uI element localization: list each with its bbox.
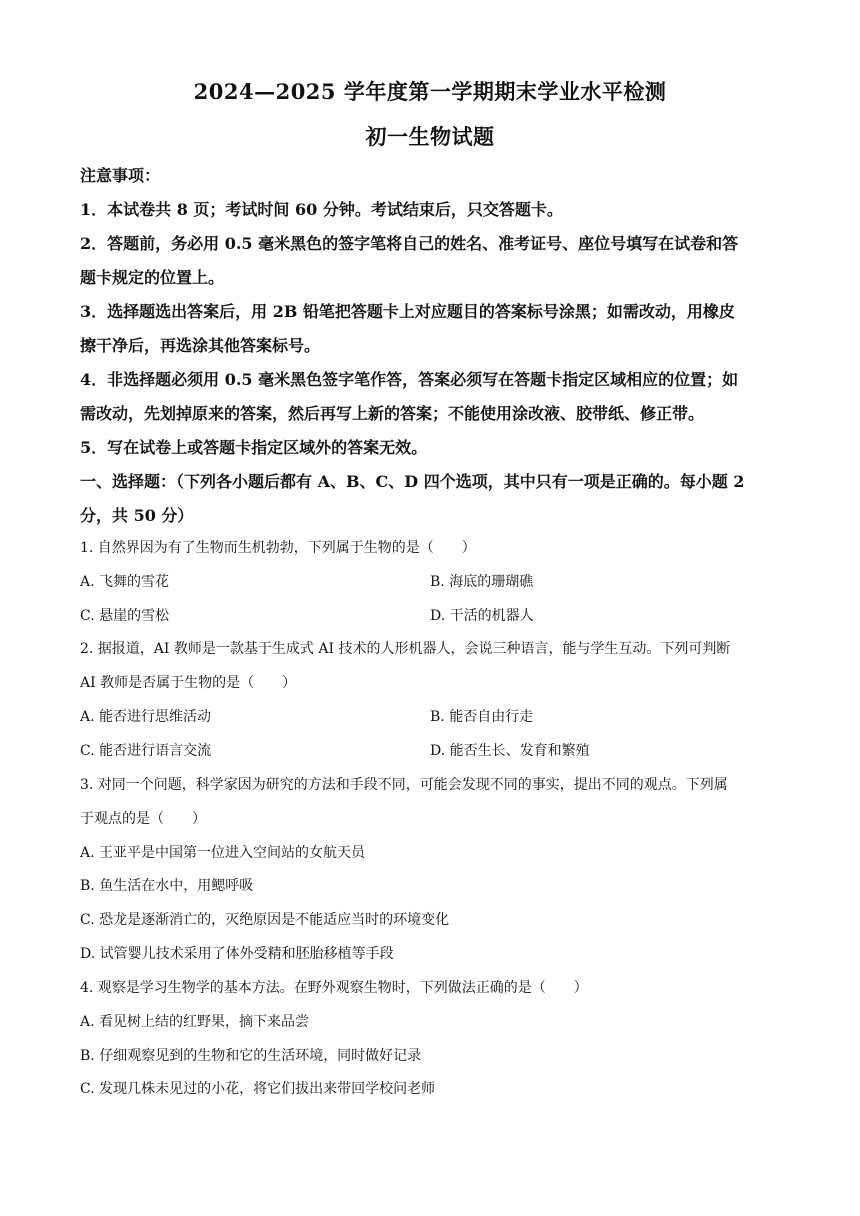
- question-stem: 1. 自然界因为有了生物而生机勃勃，下列属于生物的是（ ）: [80, 540, 476, 556]
- question-stem-cont: 于观点的是（ ）: [80, 811, 206, 827]
- question-stem: 2. 据报道，AI 教师是一款基于生成式 AI 技术的人形机器人，会说三种语言，能与学生互动。下列可判断: [80, 641, 731, 657]
- option-d: D. 试管婴儿技术采用了体外受精和胚胎移植等手段: [80, 946, 394, 962]
- notice-line: 擦干净后，再选涂其他答案标号。: [80, 336, 321, 355]
- exam-subtitle: 初一生物试题: [365, 124, 495, 149]
- option-d: D. 干活的机器人: [430, 608, 534, 624]
- question-stem: 4. 观察是学习生物学的基本方法。在野外观察生物时，下列做法正确的是（ ）: [80, 980, 588, 996]
- option-b: B. 仔细观察见到的生物和它的生活环境，同时做好记录: [80, 1048, 422, 1064]
- notice-heading: 注意事项：: [80, 166, 161, 185]
- option-b: B. 鱼生活在水中，用鳃呼吸: [80, 878, 254, 894]
- notice-line: 题卡规定的位置上。: [80, 268, 225, 287]
- notice-line: 5．写在试卷上或答题卡指定区域外的答案无效。: [80, 438, 428, 457]
- notice-line: 需改动，先划掉原来的答案，然后再写上新的答案；不能使用涂改液、胶带纸、修正带。: [80, 404, 705, 423]
- option-c: C. 恐龙是逐渐消亡的，灭绝原因是不能适应当时的环境变化: [80, 912, 450, 928]
- option-a: A. 王亚平是中国第一位进入空间站的女航天员: [80, 845, 366, 861]
- notice-line: 3．选择题选出答案后，用 2B 铅笔把答题卡上对应题目的答案标号涂黑；如需改动，用橡皮: [80, 302, 735, 321]
- option-b: B. 海底的珊瑚礁: [430, 574, 534, 590]
- notice-line: 2．答题前，务必用 0.5 毫米黑色的签字笔将自己的姓名、准考证号、座位号填写在试卷和答: [80, 234, 739, 253]
- question-stem-cont: AI 教师是否属于生物的是（ ）: [80, 675, 297, 691]
- option-a: A. 能否进行思维活动: [80, 709, 212, 725]
- notice-line: 4．非选择题必须用 0.5 毫米黑色签字笔作答，答案必须写在答题卡指定区域相应的位置；如: [80, 370, 739, 389]
- option-c: C. 悬崖的雪松: [80, 608, 170, 624]
- option-a: A. 飞舞的雪花: [80, 574, 170, 590]
- section-heading: 一、选择题：（下列各小题后都有 A、B、C、D 四个选项，其中只有一项是正确的。每小题 2: [80, 472, 745, 491]
- option-c: C. 发现几株未见过的小花，将它们拔出来带回学校问老师: [80, 1081, 436, 1097]
- exam-title: 2024—2025 学年度第一学期期末学业水平检测: [193, 79, 667, 104]
- option-d: D. 能否生长、发育和繁殖: [430, 743, 590, 759]
- question-stem: 3. 对同一个问题，科学家因为研究的方法和手段不同，可能会发现不同的事实，提出不同的观点。下列属: [80, 777, 728, 793]
- option-a: A. 看见树上结的红野果，摘下来品尝: [80, 1014, 310, 1030]
- notice-line: 1．本试卷共 8 页；考试时间 60 分钟。考试结束后，只交答题卡。: [80, 200, 563, 219]
- section-heading-cont: 分，共 50 分）: [80, 506, 194, 525]
- option-b: B. 能否自由行走: [430, 709, 534, 725]
- option-c: C. 能否进行语言交流: [80, 743, 212, 759]
